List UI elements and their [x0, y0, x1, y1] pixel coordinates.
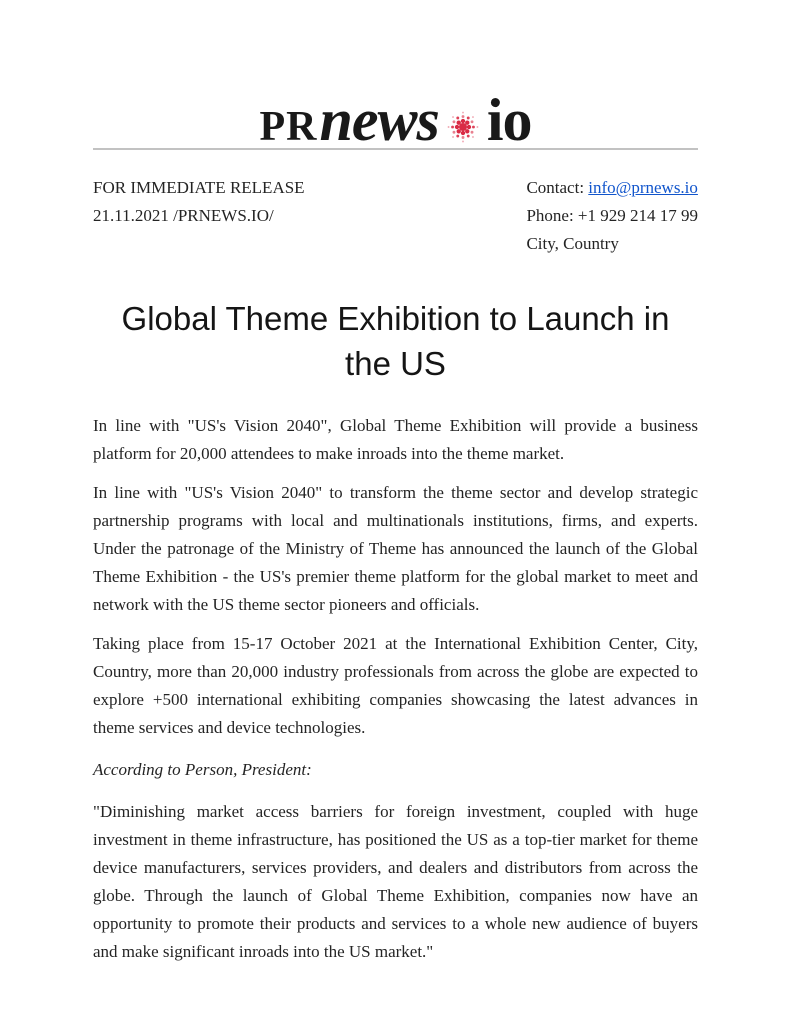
- contact-email-link[interactable]: info@prnews.io: [588, 178, 698, 197]
- location-line: City, Country: [526, 234, 619, 253]
- press-release-body: [93, 412, 698, 966]
- contact-line: [526, 174, 698, 202]
- headline: Global Theme Exhibition to Launch in the US: [121, 300, 670, 382]
- page-header: [93, 86, 698, 153]
- logo-text-pr: PR: [259, 104, 318, 150]
- release-dateline: 21.11.2021 /PRNEWS.IO/: [93, 206, 274, 225]
- prnews-logo: [93, 86, 698, 153]
- quote-paragraph: "Diminishing market access barriers for foreign investment, coupled with huge investment in theme infrastructure, has positioned the US as a top-tier market for theme device manufacturers, services providers, and dealers and distributors from across the globe. Through the launch of Global Theme Exhibition, companies now have an opportunity to promote their products and services to a whole new audience of buyers and make significant inroads into the US market.": [93, 802, 698, 961]
- contact-label: Contact:: [526, 178, 585, 197]
- quote-attribution: According to Person, President:: [93, 760, 312, 779]
- release-status: FOR IMMEDIATE RELEASE: [93, 178, 305, 197]
- body-paragraph-3: Taking place from 15-17 October 2021 at the International Exhibition Center, City, Country, more than 20,000 industry professionals from across the globe are expected to explore +500 international exhibiting companies showcasing the latest advances in theme services and device technologies.: [93, 634, 698, 737]
- release-info-right: [526, 174, 698, 258]
- logo-text-news: news: [319, 87, 439, 153]
- release-info-row: [93, 174, 698, 258]
- phone-line: Phone: +1 929 214 17 99: [526, 206, 698, 225]
- release-info-left: [93, 174, 305, 258]
- body-paragraph-1: In line with "US's Vision 2040", Global Theme Exhibition will provide a business platform for 20,000 attendees to make inroads into the theme market.: [93, 416, 698, 463]
- body-paragraph-2: In line with "US's Vision 2040" to transform the theme sector and develop strategic partnership programs with local and multinationals institutions, firms, and experts. Under the patronage of the Ministry of Theme has announced the launch of the Global Theme Exhibition - the US's premier theme platform for the global market to meet and network with the US theme sector pioneers and officials.: [93, 483, 698, 614]
- logo-text-io: io: [486, 87, 532, 153]
- logo-halftone-dots-icon: [444, 108, 482, 146]
